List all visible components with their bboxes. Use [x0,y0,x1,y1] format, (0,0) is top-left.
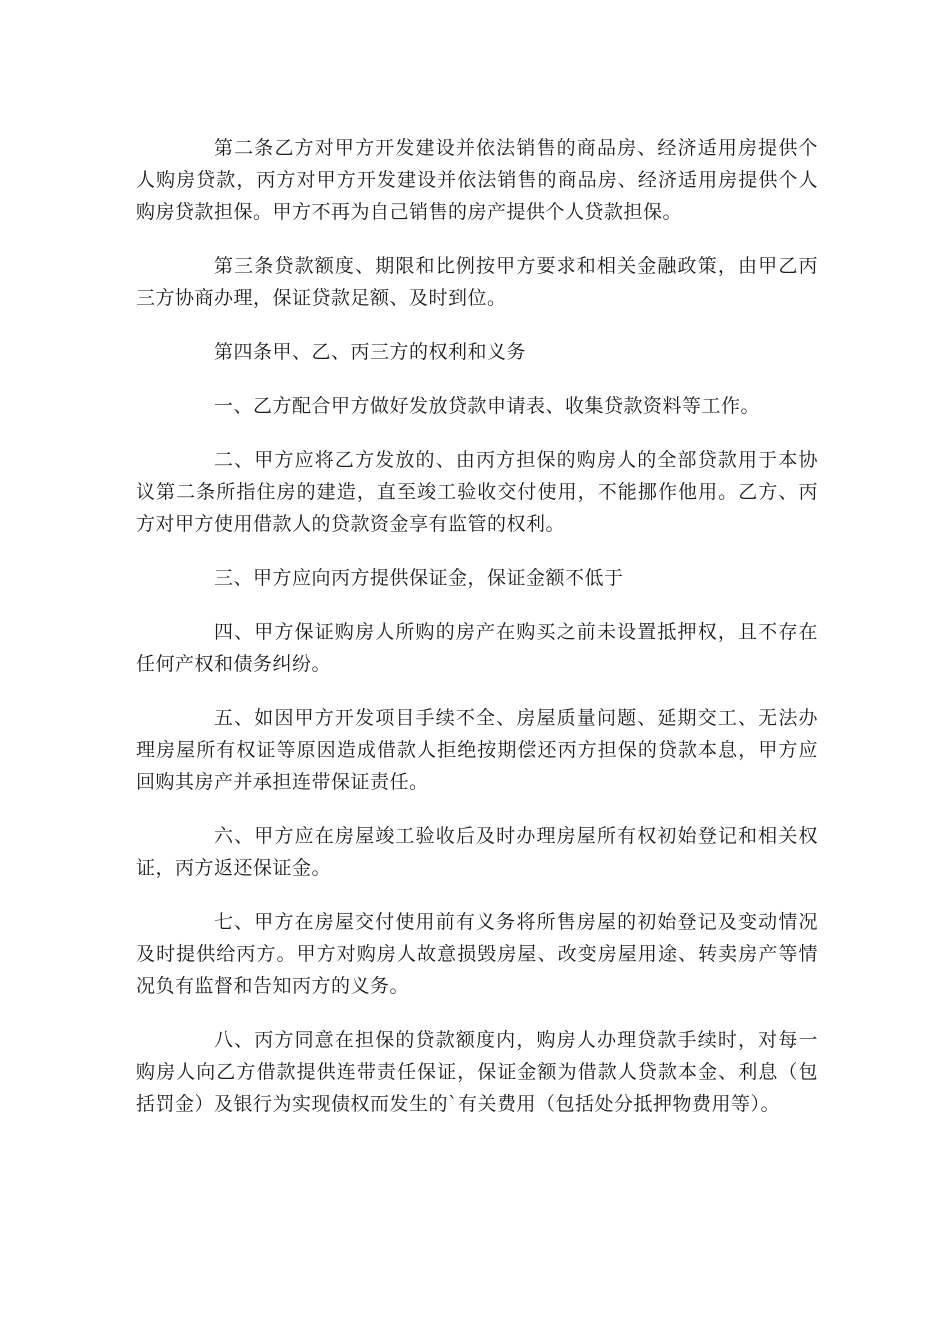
paragraph-item-3: 三、甲方应向丙方提供保证金，保证金额不低于 [214,567,624,589]
paragraph-item-2: 二、甲方应将乙方发放的、由丙方担保的购房人的全部贷款用于本协议第二条所指住房的建造，直至竣工验收交付使用，不能挪作他用。乙方、丙方对甲方使用借款人的贷款资金享有监管的权利。 [136,449,818,535]
paragraph-item-1: 一、乙方配合甲方做好发放贷款申请表、收集贷款资料等工作。 [214,395,761,417]
paragraph-article-2: 第二条乙方对甲方开发建设并依法销售的商品房、经济适用房提供个人购房贷款，丙方对甲方开发建设并依法销售的商品房、经济适用房提供个人购房贷款担保。甲方不再为自己销售的房产提供个人贷款担保。 [136,137,818,223]
paragraph-item-7: 七、甲方在房屋交付使用前有义务将所售房屋的初始登记及变动情况及时提供给丙方。甲方对购房人故意损毁房屋、改变房屋用途、转卖房产等情况负有监督和告知丙方的义务。 [136,911,818,997]
paragraph-item-6: 六、甲方应在房屋竣工验收后及时办理房屋所有权初始登记和相关权证，丙方返还保证金。 [136,825,818,879]
paragraph-article-3: 第三条贷款额度、期限和比例按甲方要求和相关金融政策，由甲乙丙三方协商办理，保证贷款足额、及时到位。 [136,255,818,309]
paragraph-item-4: 四、甲方保证购房人所购的房产在购买之前未设置抵押权，且不存在任何产权和债务纠纷。 [136,621,818,675]
paragraph-article-4-heading: 第四条甲、乙、丙三方的权利和义务 [214,341,527,363]
paragraph-item-5: 五、如因甲方开发项目手续不全、房屋质量问题、延期交工、无法办理房屋所有权证等原因造成借款人拒绝按期偿还丙方担保的贷款本息，甲方应回购其房产并承担连带保证责任。 [136,707,818,793]
paragraph-item-8: 八、丙方同意在担保的贷款额度内，购房人办理贷款手续时，对每一购房人向乙方借款提供连带责任保证，保证金额为借款人贷款本金、利息（包括罚金）及银行为实现债权而发生的`有关费用（包括处分抵押物费用等）。 [136,1029,818,1115]
